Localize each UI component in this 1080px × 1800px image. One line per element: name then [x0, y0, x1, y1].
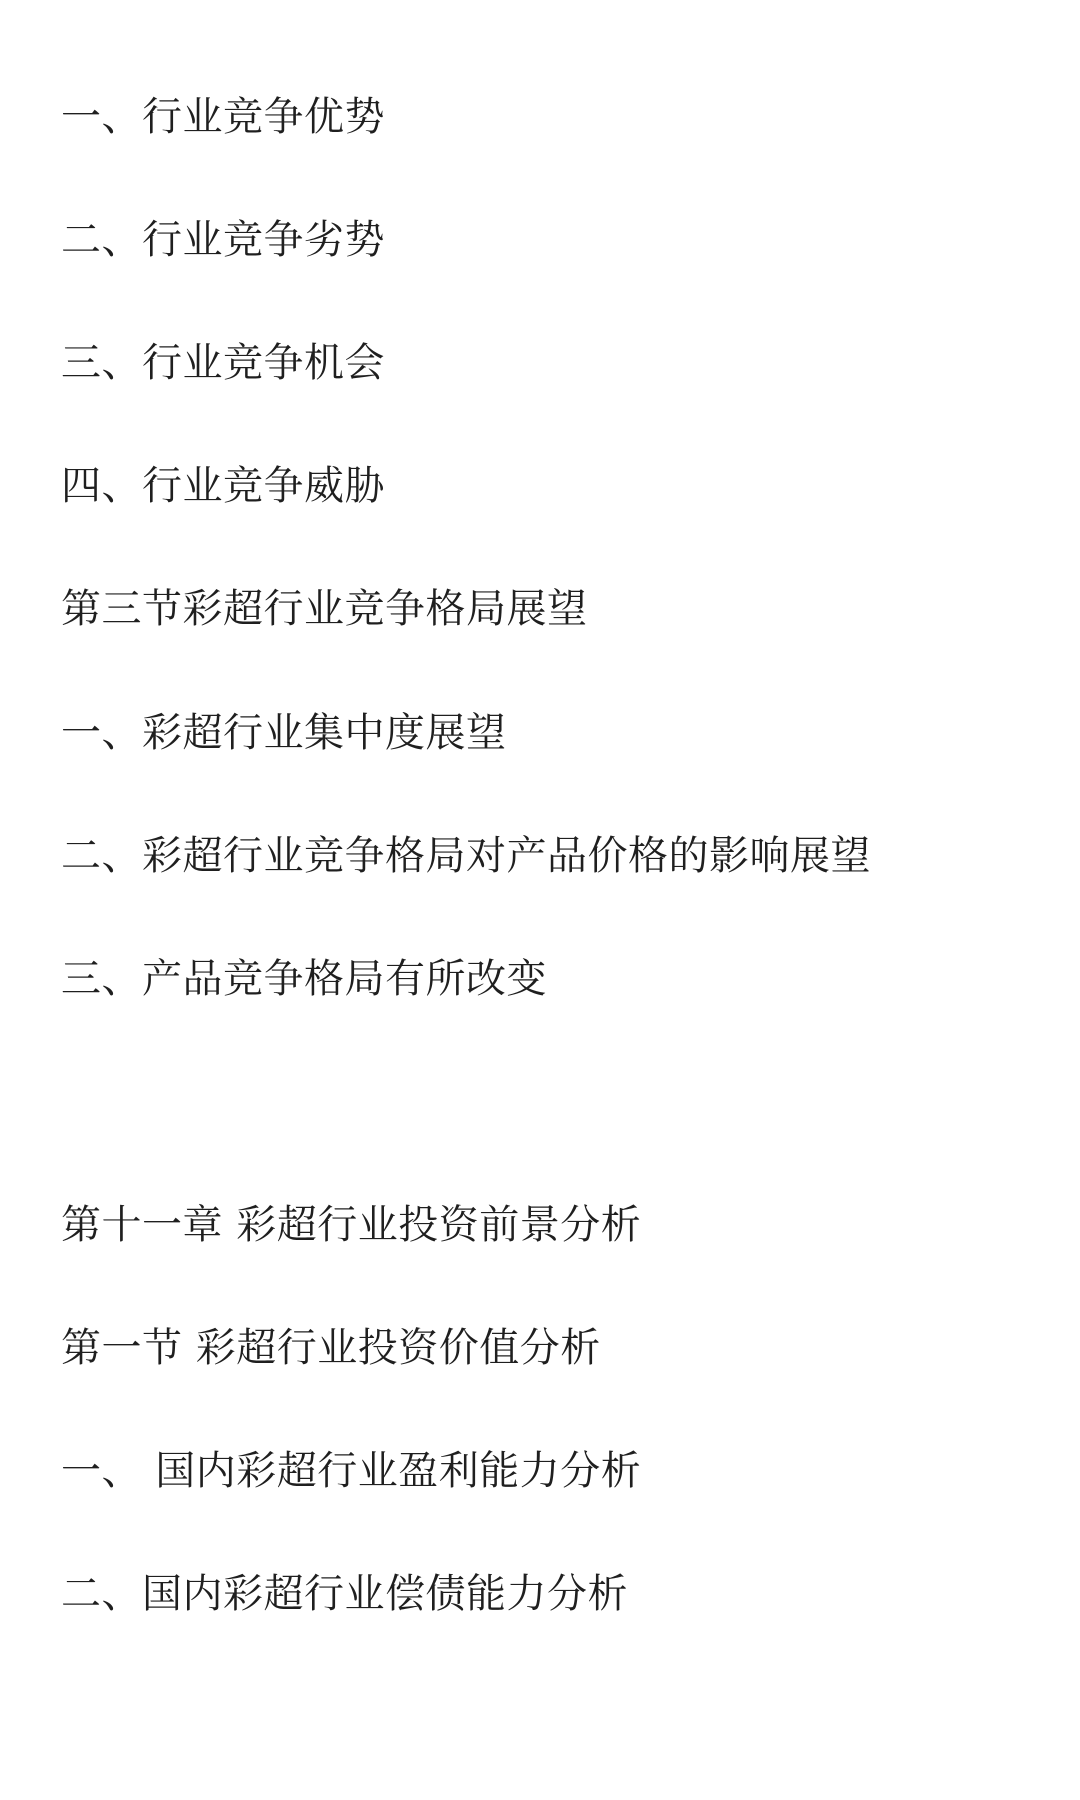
- outline-item: 三、产品竞争格局有所改变: [61, 956, 547, 1002]
- section-heading: 第三节彩超行业竞争格局展望: [61, 586, 588, 632]
- outline-item: 一、 国内彩超行业盈利能力分析: [61, 1448, 642, 1494]
- outline-item: 三、行业竞争机会: [61, 340, 385, 386]
- outline-item: 一、行业竞争优势: [61, 94, 385, 140]
- chapter-heading: 第十一章 彩超行业投资前景分析: [61, 1202, 642, 1248]
- outline-item: 二、彩超行业竞争格局对产品价格的影响展望: [61, 833, 871, 879]
- outline-item: 四、行业竞争威胁: [61, 463, 385, 509]
- outline-item: 一、彩超行业集中度展望: [61, 710, 507, 756]
- outline-item: 二、行业竞争劣势: [61, 217, 385, 263]
- section-heading: 第一节 彩超行业投资价值分析: [61, 1325, 601, 1371]
- outline-item: 二、国内彩超行业偿债能力分析: [61, 1571, 628, 1617]
